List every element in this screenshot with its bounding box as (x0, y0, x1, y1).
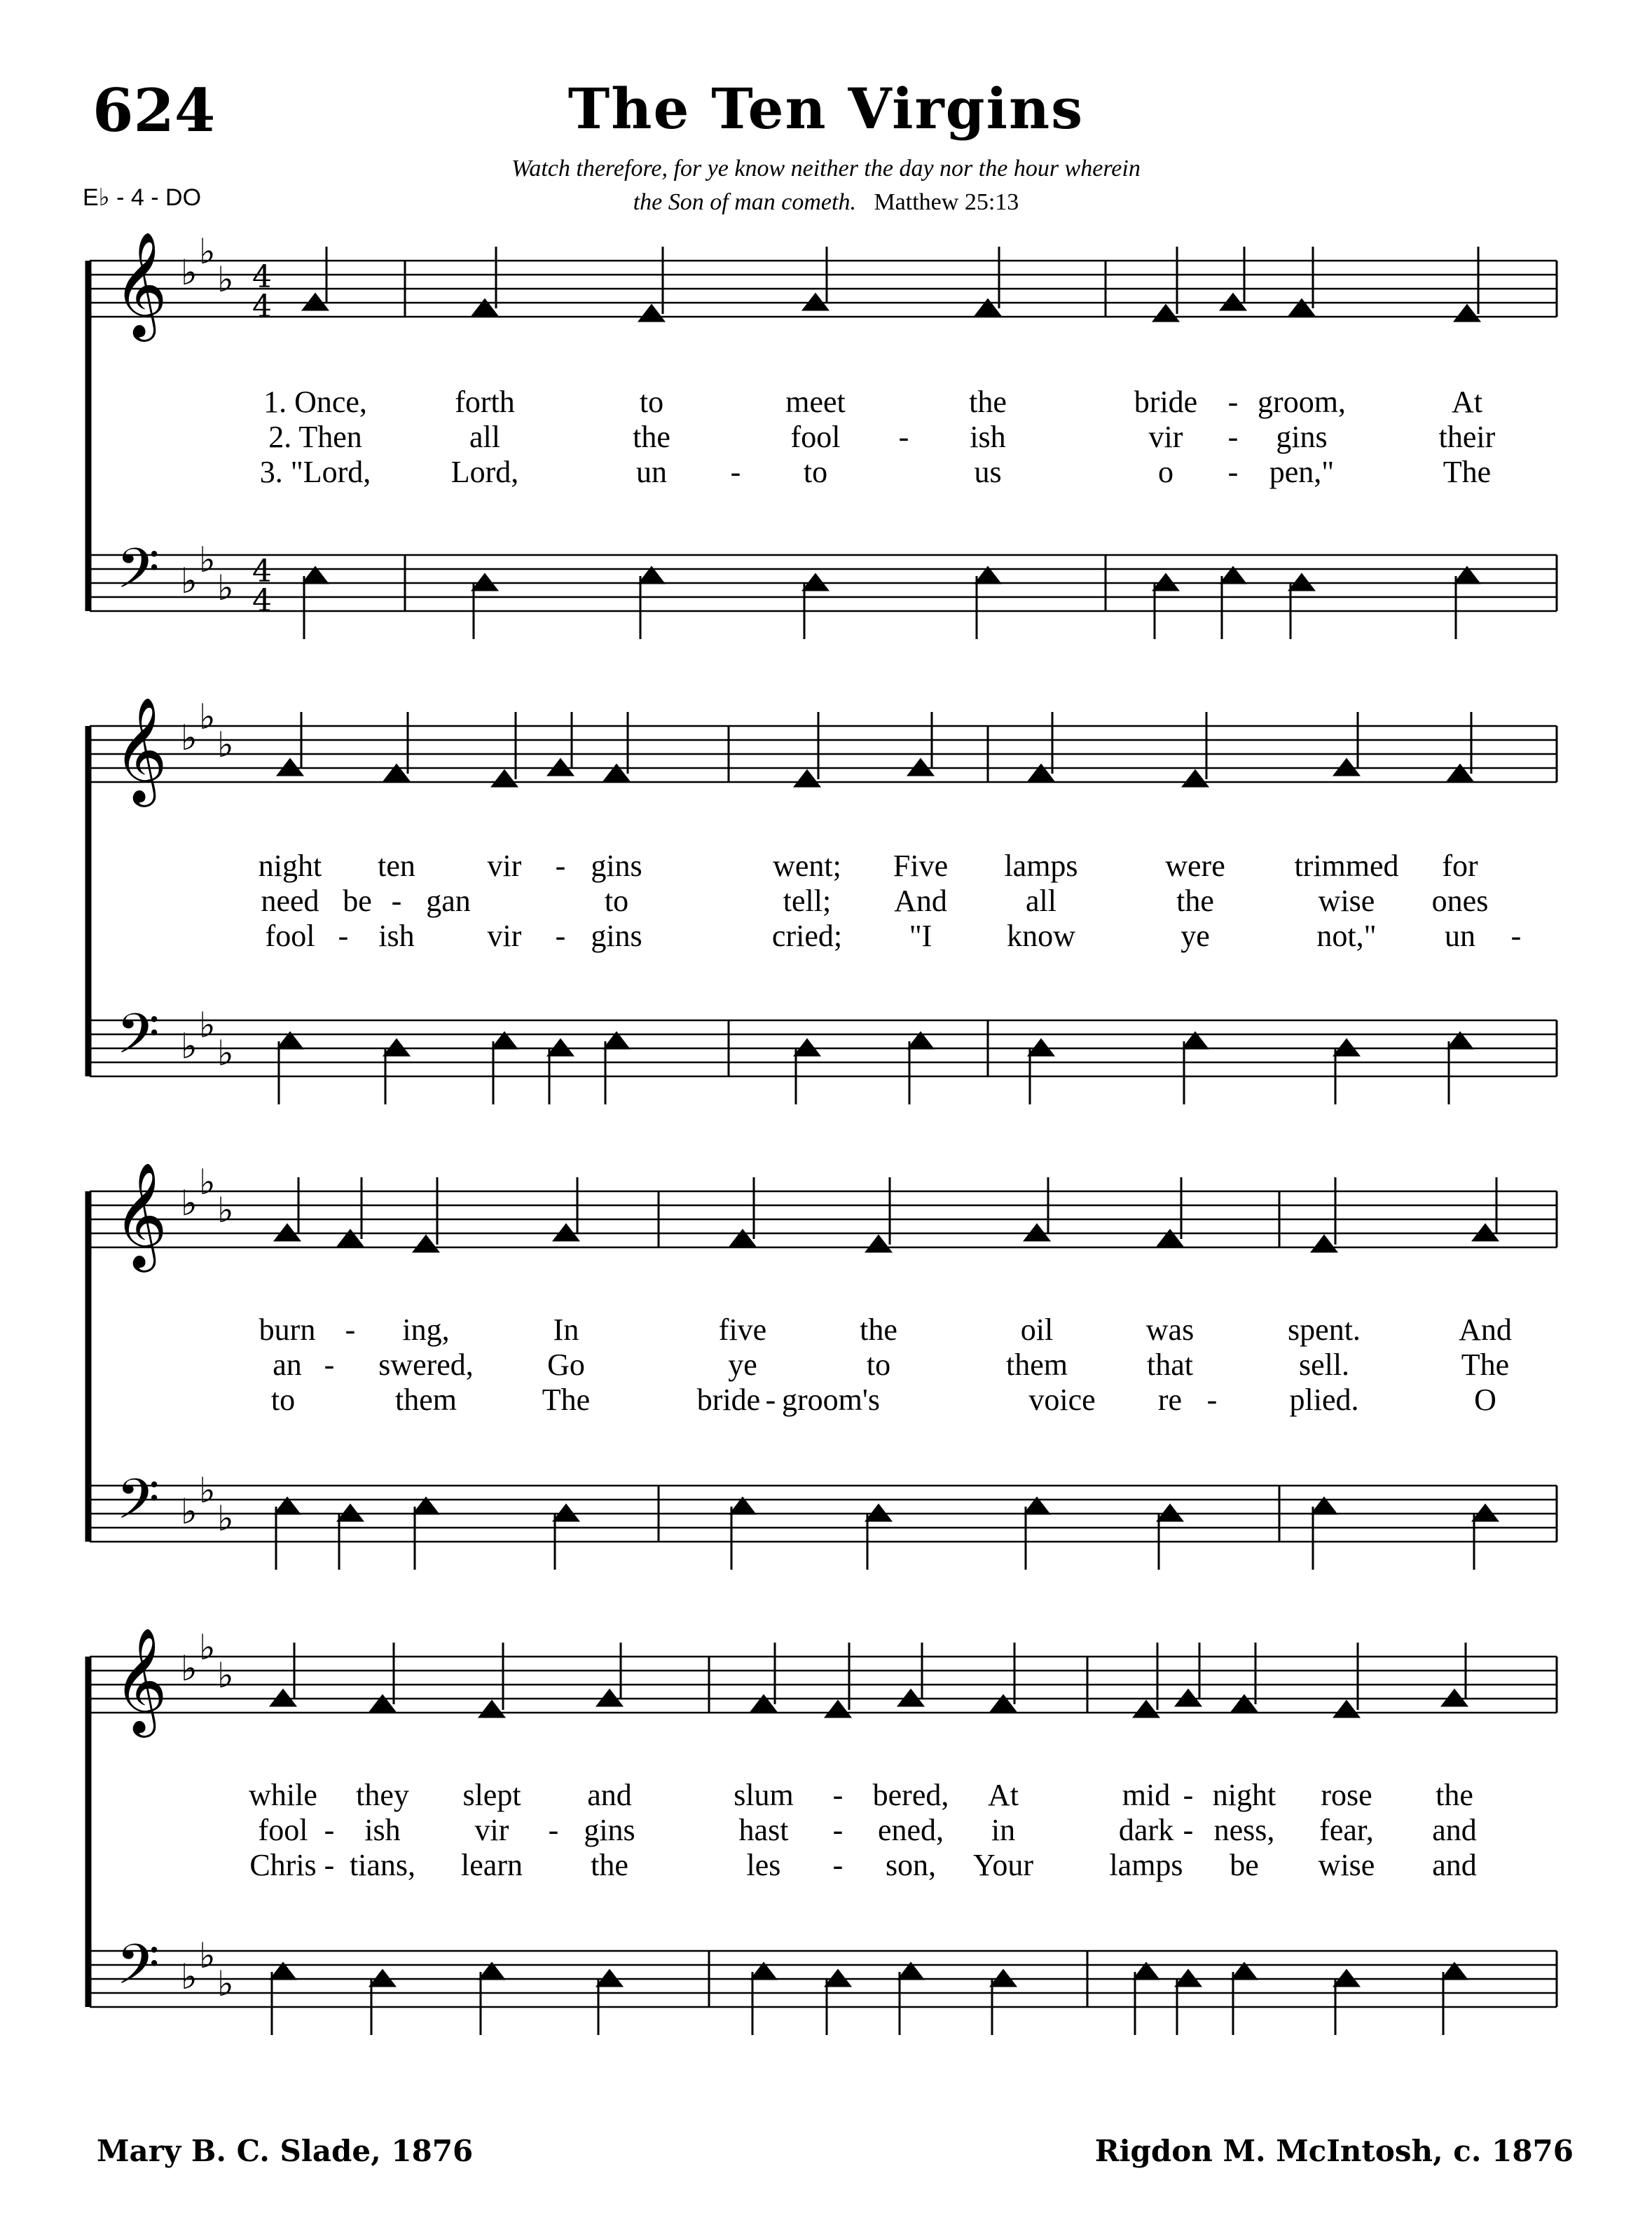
lyric-system1-verse1: forth (455, 385, 515, 419)
lyric-system4-verse3: - (324, 1848, 335, 1882)
lyric-system4-verse1: slept (462, 1778, 521, 1812)
lyric-system4-verse2: fear, (1319, 1813, 1374, 1847)
lyric-system2-verse3: ish (378, 919, 415, 953)
lyric-system2-verse1: Five (893, 849, 949, 883)
lyric-system2-verse2: tell; (783, 884, 832, 918)
lyric-system1-verse2: - (898, 420, 909, 454)
lyric-system3-verse1: - (345, 1313, 356, 1347)
lyric-system4-verse1: mid (1122, 1778, 1171, 1812)
bass-note-1 (976, 568, 1000, 583)
lyric-system4-verse3: the (591, 1848, 628, 1882)
lyric-system2-verse3: know (1007, 919, 1075, 953)
lyric-system4-verse2: - (548, 1813, 559, 1847)
lyric-system2-verse1: were (1165, 849, 1225, 883)
lyric-system3-verse2: them (1006, 1348, 1068, 1382)
flat-sign-treble-1: ♭ (217, 259, 234, 300)
lyric-system4-verse1: and (587, 1778, 632, 1812)
treble-note-4 (1134, 1701, 1158, 1717)
lyric-system2-verse3: ye (1181, 919, 1210, 953)
flat-sign-treble-3: ♭ (199, 1162, 216, 1203)
bass-note-3 (1312, 1498, 1336, 1514)
lyric-system3-verse2: The (1461, 1348, 1510, 1382)
lyric-system2-verse2: ones (1431, 884, 1489, 918)
lyric-system4-verse2: - (832, 1813, 844, 1847)
lyric-system2-verse3: - (555, 919, 566, 953)
lyric-system3-verse3: bride (696, 1383, 761, 1417)
lyric-system2-verse3: - (338, 919, 349, 953)
lyric-system1-verse1: At (1452, 385, 1482, 419)
lyric-system2-verse1: trimmed (1294, 849, 1399, 883)
lyric-system1-verse2: - (1227, 420, 1239, 454)
lyric-system4-verse3: be (1230, 1848, 1259, 1882)
lyric-system1-verse3: - (730, 455, 741, 489)
lyric-system3-verse3: groom's (782, 1383, 880, 1417)
lyric-system4-verse1: they (356, 1778, 409, 1812)
lyric-system4-verse2: in (991, 1813, 1016, 1847)
flat-sign-treble-1: ♭ (199, 231, 216, 272)
bass-note-3 (1025, 1498, 1049, 1514)
flat-sign-bass-1: ♭ (217, 568, 234, 608)
bass-clef-4: 𝄢 (116, 1932, 160, 2010)
lyric-system1-verse3: to (803, 455, 828, 489)
lyric-system4-verse3: and (1432, 1848, 1477, 1882)
lyric-system4-verse3: les (746, 1848, 781, 1882)
lyric-system4-verse1: night (1212, 1778, 1276, 1812)
flat-sign-treble-4: ♭ (217, 1655, 234, 1696)
lyric-system4-verse1: At (988, 1778, 1019, 1812)
bass-note-2 (1448, 1033, 1472, 1048)
treble-clef-4: 𝄞 (113, 1626, 167, 1733)
lyric-system2-verse3: un (1445, 919, 1475, 953)
treble-note-4 (826, 1701, 850, 1717)
treble-note-4 (480, 1701, 504, 1717)
lyric-system3-verse3: - (1206, 1383, 1218, 1417)
lyric-system4-verse3: - (832, 1848, 844, 1882)
lyric-system4-verse2: ish (364, 1813, 401, 1847)
flat-sign-bass-1: ♭ (181, 561, 198, 601)
bass-note-4 (1443, 1964, 1466, 1979)
lyric-system3-verse1: the (860, 1313, 897, 1347)
flat-sign-treble-2: ♭ (199, 697, 216, 737)
lyric-system1-verse3: - (1227, 455, 1239, 489)
lyric-system1-verse1: - (1227, 385, 1239, 419)
lyric-system1-verse2: ish (970, 420, 1006, 454)
time-sig-bottom-treble: 4 (252, 289, 272, 324)
lyric-system4-verse2: - (324, 1813, 335, 1847)
lyric-system3-verse2: sell. (1298, 1348, 1350, 1382)
lyric-system4-verse1: slum (734, 1778, 794, 1812)
bass-note-4 (480, 1964, 504, 1979)
epigraph-line-1: Watch therefore, for ye know neither the day nor the hour wherein (511, 156, 1141, 181)
treble-note-3 (1312, 1236, 1336, 1252)
flat-sign-bass-2: ♭ (217, 1033, 234, 1074)
lyric-system2-verse3: gins (591, 919, 642, 953)
lyric-system4-verse3: lamps (1109, 1848, 1183, 1882)
lyric-system2-verse2: - (391, 884, 402, 918)
lyric-system1-verse3: Lord, (450, 455, 519, 489)
bass-clef-2: 𝄢 (116, 1001, 160, 1080)
lyric-system1-verse2: fool (790, 420, 841, 454)
flat-sign-treble-3: ♭ (217, 1190, 234, 1231)
lyric-system4-verse2: gins (584, 1813, 635, 1847)
flat-sign-bass-4: ♭ (181, 1957, 198, 1997)
lyric-system1-verse1: to (639, 385, 664, 419)
treble-note-1 (1154, 306, 1178, 321)
lyric-system1-verse2: gins (1276, 420, 1328, 454)
treble-note-1 (1455, 306, 1479, 321)
lyric-system3-verse3: The (542, 1383, 591, 1417)
hymn-number: 624 (92, 76, 216, 145)
epigraph-reference: Matthew 25:13 (874, 189, 1019, 215)
lyric-system4-verse3: Your (972, 1848, 1034, 1882)
lyric-system4-verse2: vir (474, 1813, 509, 1847)
lyric-system2-verse3: cried; (771, 919, 843, 953)
flat-sign-bass-3: ♭ (199, 1470, 216, 1511)
flat-sign-treble-2: ♭ (217, 725, 234, 765)
lyric-system3-verse3: - (765, 1383, 776, 1417)
treble-note-3 (414, 1236, 438, 1252)
music-credit: Rigdon M. McIntosh, c. 1876 (1094, 2134, 1574, 2168)
treble-note-1 (640, 306, 663, 321)
bass-note-3 (275, 1498, 299, 1514)
lyric-system2-verse1: ten (378, 849, 415, 883)
flat-sign-bass-3: ♭ (217, 1498, 234, 1539)
bass-note-2 (605, 1033, 628, 1048)
bass-note-1 (1455, 568, 1479, 583)
lyric-system4-verse1: - (1183, 1778, 1194, 1812)
lyric-system4-verse3: learn (461, 1848, 523, 1882)
lyric-system1-verse1: 1. Once, (263, 385, 367, 419)
lyric-system3-verse1: five (718, 1313, 767, 1347)
lyric-system4-verse2: hast (738, 1813, 789, 1847)
lyric-system4-verse1: - (832, 1778, 844, 1812)
flat-sign-bass-1: ♭ (199, 540, 216, 580)
lyric-system2-verse2: all (1026, 884, 1056, 918)
bass-note-1 (1221, 568, 1245, 583)
lyric-system2-verse1: gins (591, 849, 642, 883)
lyric-system3-verse1: And (1459, 1313, 1512, 1347)
lyric-system2-verse1: lamps (1004, 849, 1078, 883)
flat-sign-treble-4: ♭ (181, 1648, 198, 1689)
treble-note-2 (1183, 771, 1207, 786)
bass-note-1 (640, 568, 663, 583)
lyric-system2-verse2: to (604, 884, 629, 918)
bass-note-2 (493, 1033, 516, 1048)
lyric-system2-verse1: went; (773, 849, 841, 883)
lyric-system4-verse2: ness, (1213, 1813, 1275, 1847)
flat-sign-treble-3: ♭ (181, 1183, 198, 1224)
lyric-system2-verse1: for (1442, 849, 1478, 883)
lyric-system4-verse2: - (1183, 1813, 1194, 1847)
lyric-system3-verse2: an (273, 1348, 302, 1382)
lyric-system4-verse2: dark (1118, 1813, 1174, 1847)
lyric-system1-verse1: groom, (1258, 385, 1346, 419)
lyric-system4-verse1: while (249, 1778, 317, 1812)
lyric-system4-verse3: Chris (249, 1848, 317, 1882)
bass-note-3 (414, 1498, 438, 1514)
lyric-system3-verse3: voice (1028, 1383, 1096, 1417)
lyric-system1-verse3: 3. "Lord, (259, 455, 371, 489)
bass-clef-3: 𝄢 (116, 1467, 160, 1545)
bass-note-4 (752, 1964, 776, 1979)
lyric-system2-verse1: - (555, 849, 566, 883)
lyric-system3-verse1: was (1145, 1313, 1195, 1347)
bass-note-4 (271, 1964, 295, 1979)
lyric-system1-verse3: pen," (1269, 455, 1335, 489)
flat-sign-bass-4: ♭ (199, 1935, 216, 1976)
lyric-system2-verse1: night (258, 849, 322, 883)
hymn-title: The Ten Virgins (567, 76, 1085, 142)
lyric-system1-verse2: vir (1148, 420, 1183, 454)
lyric-system1-verse3: un (636, 455, 667, 489)
lyric-system2-verse2: need (261, 884, 319, 918)
treble-note-2 (493, 771, 516, 786)
treble-note-2 (795, 771, 819, 786)
lyric-system1-verse1: the (969, 385, 1007, 419)
bass-note-3 (731, 1498, 755, 1514)
flat-sign-bass-2: ♭ (199, 1005, 216, 1046)
lyric-system1-verse2: all (469, 420, 500, 454)
lyric-system2-verse3: "I (909, 919, 932, 953)
lyric-system2-verse3: vir (487, 919, 522, 953)
bass-note-2 (1183, 1033, 1207, 1048)
lyric-system3-verse2: swered, (378, 1348, 474, 1382)
treble-note-4 (1335, 1701, 1358, 1717)
lyric-system3-verse3: to (270, 1383, 296, 1417)
lyric-system1-verse2: the (633, 420, 670, 454)
treble-note-3 (867, 1236, 890, 1252)
lyric-system4-verse2: fool (258, 1813, 308, 1847)
lyric-system3-verse3: plied. (1289, 1383, 1359, 1417)
lyric-system4-verse3: son, (885, 1848, 937, 1882)
bass-note-4 (1232, 1964, 1256, 1979)
lyric-system2-verse3: - (1510, 919, 1522, 953)
lyric-system3-verse3: O (1474, 1383, 1496, 1417)
lyric-system3-verse2: to (866, 1348, 891, 1382)
bass-note-2 (278, 1033, 302, 1048)
lyric-system1-verse3: o (1158, 455, 1173, 489)
time-sig-top-bass: 4 (252, 554, 272, 589)
lyric-system4-verse3: wise (1318, 1848, 1375, 1882)
epigraph-italic: the Son of man cometh. (633, 189, 856, 215)
treble-clef-3: 𝄞 (113, 1161, 167, 1268)
lyric-system1-verse3: us (974, 455, 1002, 489)
flat-sign-treble-2: ♭ (181, 718, 198, 758)
lyric-system2-verse3: not," (1316, 919, 1377, 953)
lyric-system4-verse2: ened, (877, 1813, 944, 1847)
lyric-system3-verse3: re (1157, 1383, 1183, 1417)
treble-clef-2: 𝄞 (113, 696, 167, 802)
lyric-system3-verse1: oil (1020, 1313, 1054, 1347)
lyric-system1-verse1: bride (1134, 385, 1198, 419)
lyric-system3-verse3: them (395, 1383, 457, 1417)
lyric-system4-verse1: the (1436, 1778, 1473, 1812)
bass-note-2 (909, 1033, 932, 1048)
lyric-system3-verse2: - (324, 1348, 335, 1382)
key-signature-label: E♭ - 4 - DO (83, 184, 202, 211)
time-sig-bottom-bass: 4 (252, 583, 272, 619)
lyric-system3-verse2: that (1147, 1348, 1193, 1382)
lyric-system2-verse2: wise (1318, 884, 1375, 918)
lyric-system3-verse1: spent. (1288, 1313, 1361, 1347)
flat-sign-bass-3: ♭ (181, 1491, 198, 1532)
lyric-system1-verse2: their (1438, 420, 1496, 454)
lyric-system1-verse3: The (1443, 455, 1492, 489)
words-credit: Mary B. C. Slade, 1876 (97, 2134, 474, 2168)
lyric-system2-verse2: gan (426, 884, 471, 918)
lyric-system3-verse1: burn (259, 1313, 316, 1347)
lyric-system2-verse2: be (343, 884, 372, 918)
flat-sign-treble-4: ♭ (199, 1627, 216, 1668)
time-sig-top-treble: 4 (252, 259, 272, 295)
flat-sign-bass-2: ♭ (181, 1026, 198, 1067)
bass-clef-1: 𝄢 (116, 536, 160, 615)
lyric-system3-verse2: Go (547, 1348, 585, 1382)
lyric-system2-verse3: fool (265, 919, 315, 953)
lyric-system1-verse2: 2. Then (268, 420, 362, 454)
lyric-system4-verse1: bered, (872, 1778, 949, 1812)
lyric-system1-verse1: meet (785, 385, 846, 419)
bass-note-4 (1134, 1964, 1158, 1979)
lyric-system4-verse3: tians, (349, 1848, 416, 1882)
flat-sign-treble-1: ♭ (181, 252, 198, 293)
bass-note-1 (303, 568, 327, 583)
lyric-system2-verse1: vir (487, 849, 522, 883)
lyric-system4-verse1: rose (1321, 1778, 1372, 1812)
bass-note-4 (899, 1964, 923, 1979)
lyric-system2-verse2: And (894, 884, 947, 918)
flat-sign-bass-4: ♭ (217, 1964, 234, 2004)
treble-clef-1: 𝄞 (113, 231, 167, 337)
lyric-system2-verse2: the (1176, 884, 1214, 918)
lyric-system3-verse2: ye (728, 1348, 757, 1382)
lyric-system3-verse1: ing, (402, 1313, 450, 1347)
lyric-system4-verse2: and (1432, 1813, 1477, 1847)
lyric-system3-verse1: In (553, 1313, 579, 1347)
